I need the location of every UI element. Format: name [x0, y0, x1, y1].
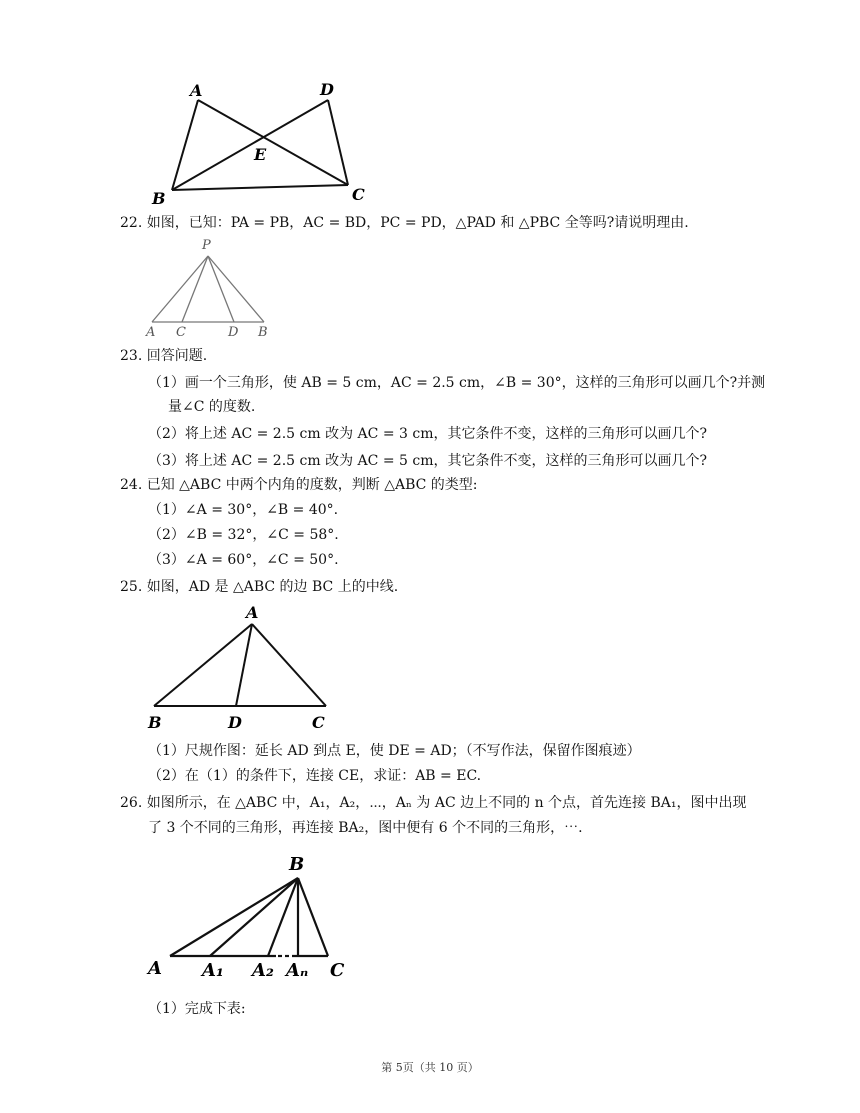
fig26-label-a1: A₁	[202, 960, 224, 981]
fig26-label-b: B	[289, 854, 305, 875]
q24-part3: （3）∠A = 60°，∠C = 50°.	[148, 552, 339, 568]
fig21-label-c: C	[352, 185, 365, 204]
fig22-label-b: B	[258, 325, 268, 338]
fig21-label-e: E	[254, 145, 267, 164]
q26-part1: （1）完成下表:	[148, 1001, 246, 1017]
fig25-label-a: A	[246, 603, 259, 622]
q23-part2: （2）将上述 AC = 2.5 cm 改为 AC = 3 cm，其它条件不变，这样的三角形可以画几个?	[148, 426, 707, 442]
fig26-label-c: C	[330, 960, 345, 981]
fig26-label-an: Aₙ	[286, 960, 309, 981]
fig22-label-p: P	[202, 238, 211, 253]
fig21-label-d: D	[320, 80, 334, 99]
fig25-label-c: C	[312, 713, 325, 732]
q26-line1: 26. 如图所示，在 △ABC 中，A₁，A₂，⋯，Aₙ 为 AC 边上不同的 n 个点，首先连接 BA₁，图中出现	[120, 795, 747, 811]
q25-part1: （1）尺规作图：延长 AD 到点 E，使 DE = AD；（不写作法，保留作图痕迹）	[148, 743, 641, 759]
q22-text: 22. 如图，已知：PA = PB，AC = BD，PC = PD，△PAD 和 △PBC 全等吗?请说明理由.	[120, 215, 689, 231]
fig26-label-a: A	[148, 958, 162, 979]
figure-q22	[142, 236, 282, 338]
fig26-label-a2: A₂	[252, 960, 274, 981]
figure-q25	[140, 598, 340, 738]
figure-q26	[140, 846, 360, 992]
fig22-label-a: A	[146, 325, 156, 338]
figure-q21	[140, 78, 380, 206]
q24-title: 24. 已知 △ABC 中两个内角的度数，判断 △ABC 的类型:	[120, 477, 478, 493]
q23-part3: （3）将上述 AC = 2.5 cm 改为 AC = 5 cm，其它条件不变，这样的三角形可以画几个?	[148, 453, 707, 469]
q23-part1-b: 量∠C 的度数.	[168, 399, 256, 415]
fig21-label-a: A	[190, 81, 203, 100]
q23-title: 23. 回答问题.	[120, 348, 208, 364]
fig25-label-d: D	[228, 713, 242, 732]
fig21-label-b: B	[152, 189, 166, 206]
q25-part2: （2）在（1）的条件下，连接 CE，求证：AB = EC.	[148, 768, 482, 784]
q24-part2: （2）∠B = 32°，∠C = 58°.	[148, 527, 339, 543]
q23-part1-a: （1）画一个三角形，使 AB = 5 cm，AC = 2.5 cm，∠B = 30°，这样的三角形可以画几个?并测	[148, 375, 766, 391]
q26-line2: 了 3 个不同的三角形，再连接 BA₂，图中便有 6 个不同的三角形，⋯.	[148, 820, 583, 836]
fig22-label-d: D	[228, 325, 239, 338]
q24-part1: （1）∠A = 30°，∠B = 40°.	[148, 502, 339, 518]
q25-title: 25. 如图，AD 是 △ABC 的边 BC 上的中线.	[120, 579, 399, 595]
page-footer: 第 5页（共 10 页）	[381, 1061, 479, 1074]
fig22-label-c: C	[176, 325, 186, 338]
fig25-label-b: B	[148, 713, 162, 732]
